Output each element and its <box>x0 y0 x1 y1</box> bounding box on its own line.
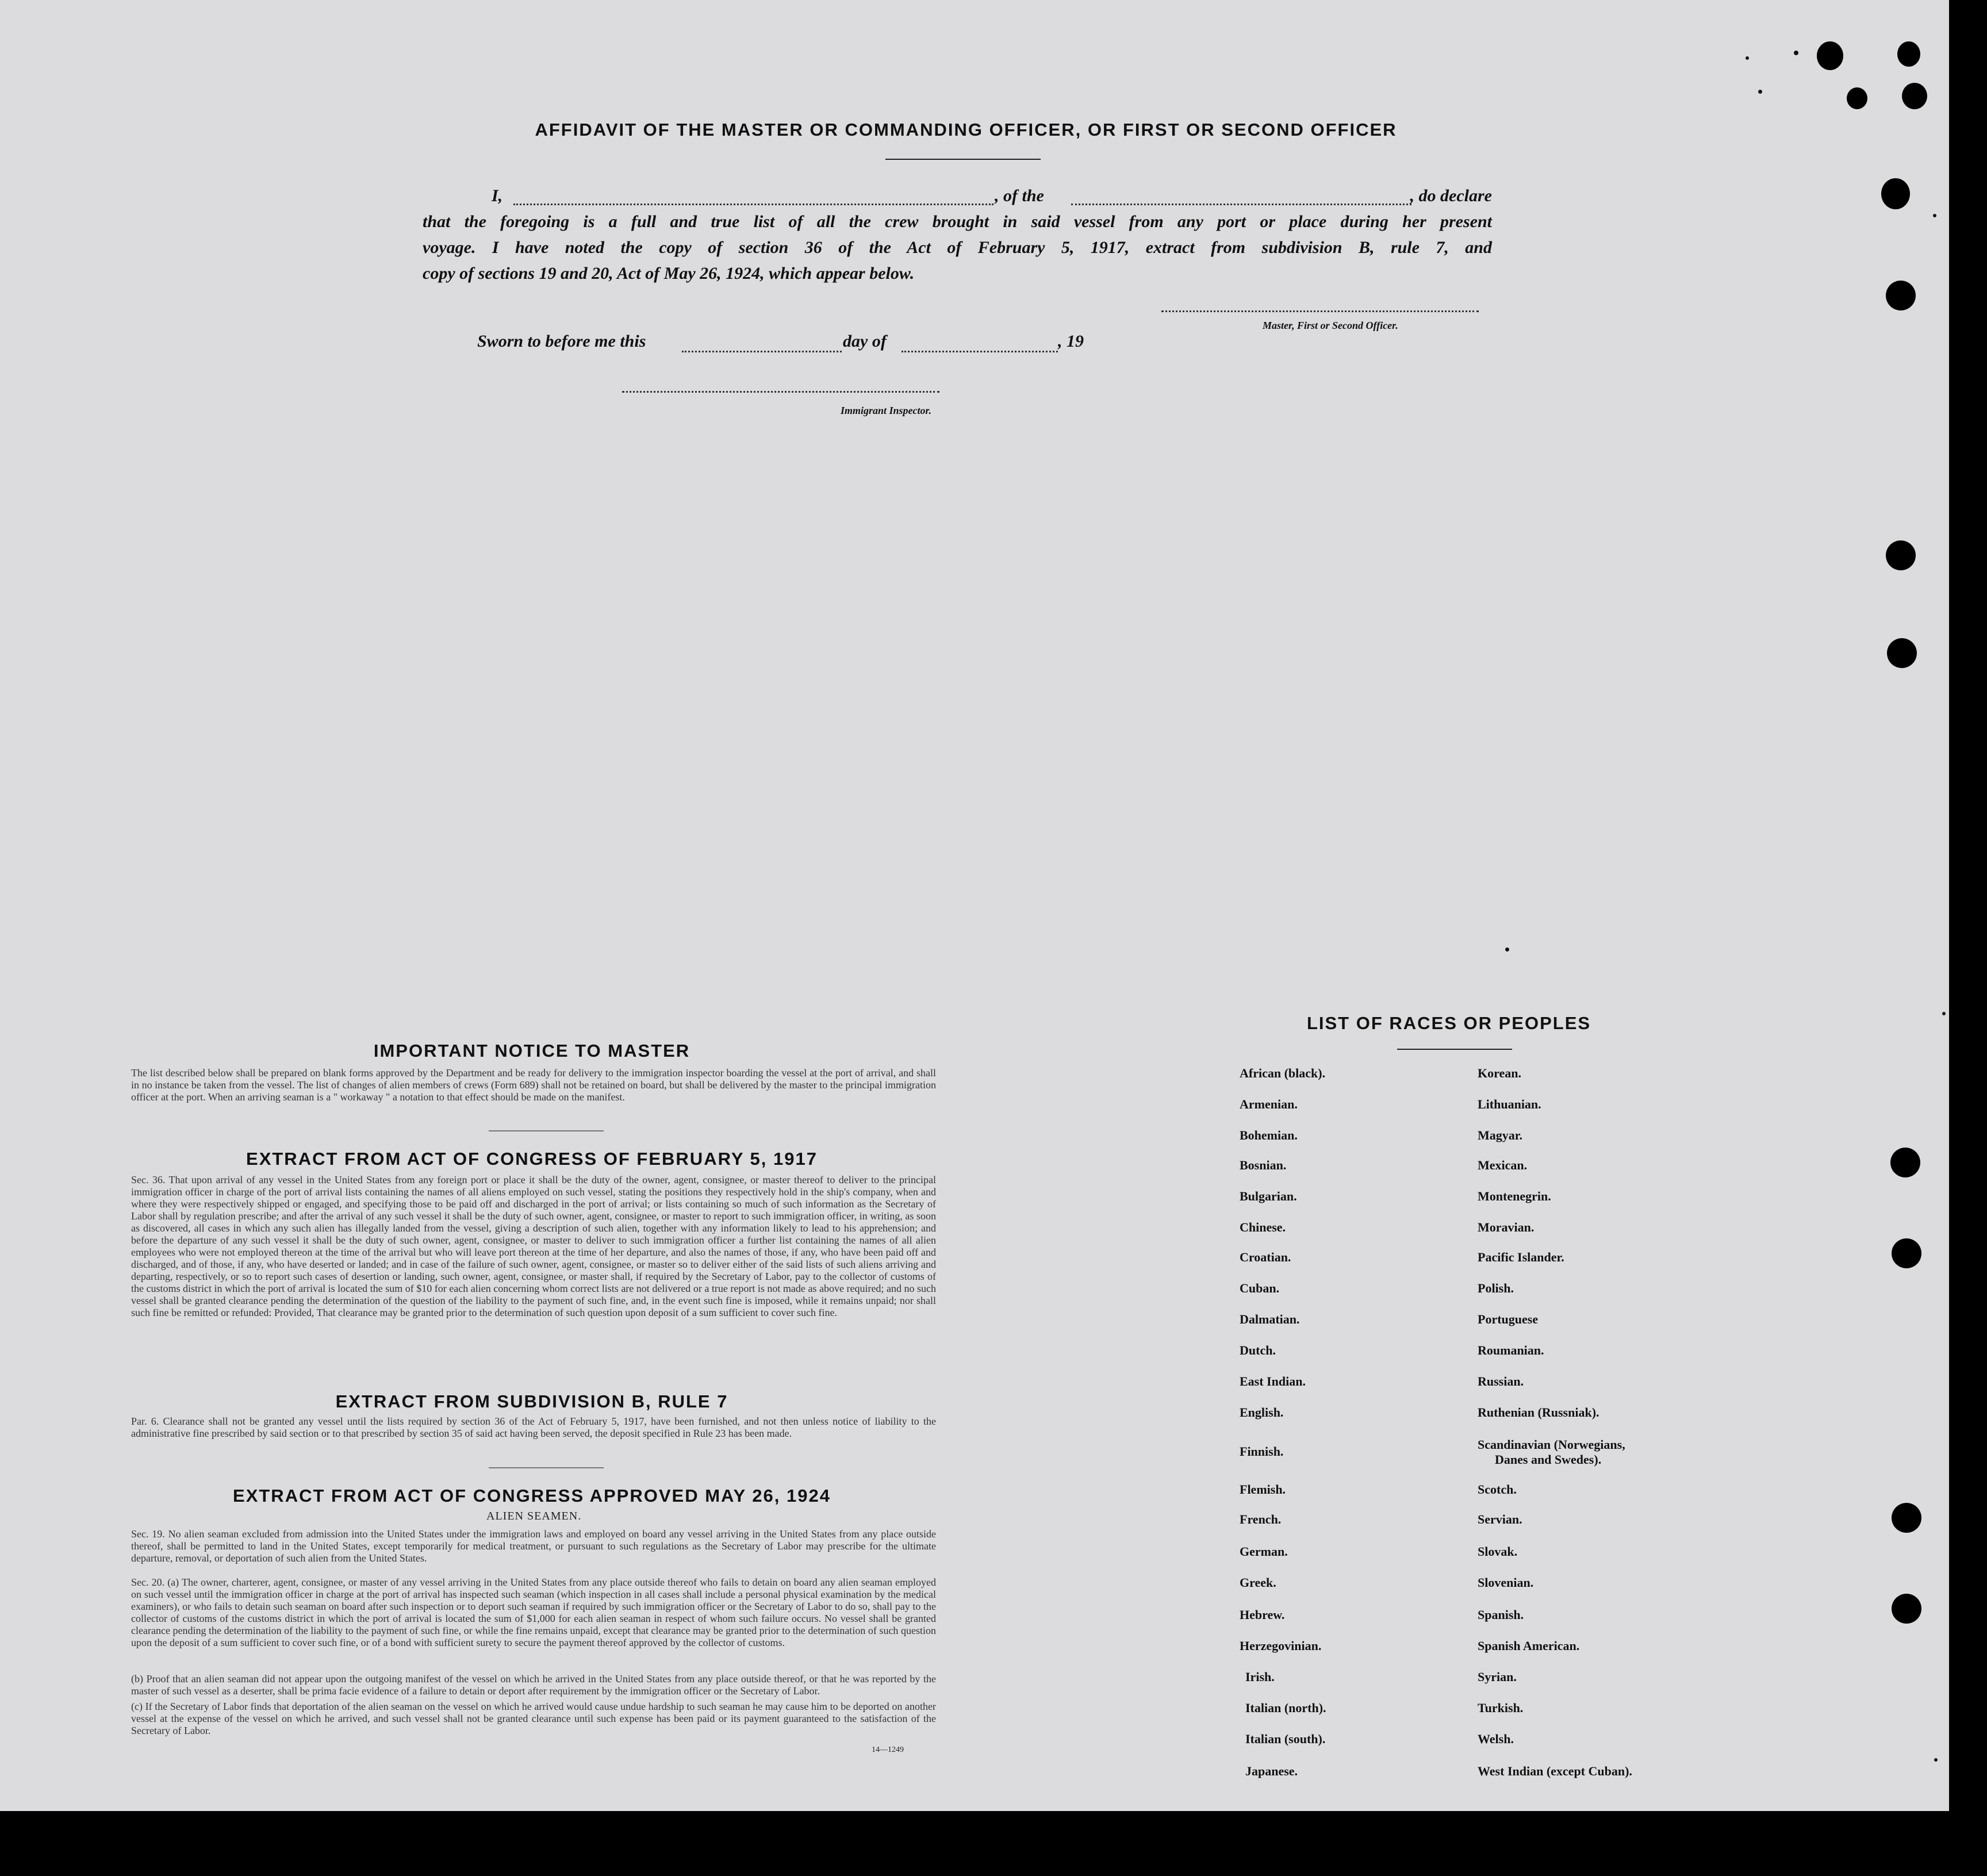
vessel-blank <box>1071 204 1411 205</box>
form-number: 14—1249 <box>872 1745 904 1754</box>
binder-hole <box>1886 281 1916 310</box>
month-blank <box>902 351 1058 352</box>
race-item: Magyar. <box>1478 1128 1523 1142</box>
affidavit-line3: voyage. I have noted the copy of section 36 of the Act of February 5, 1917, extract from subdivision B, rule 7, and <box>423 238 1492 257</box>
speck <box>1942 1012 1946 1015</box>
race-item: French. <box>1240 1512 1282 1526</box>
binder-hole <box>1892 1503 1921 1533</box>
race-item: East Indian. <box>1240 1374 1306 1388</box>
speck <box>1505 947 1509 952</box>
speck <box>1794 51 1798 55</box>
speck <box>1758 90 1762 94</box>
extract-1917-title: EXTRACT FROM ACT OF CONGRESS OF FEBRUARY 5, 1917 <box>246 1149 818 1169</box>
race-item: Herzegovinian. <box>1240 1639 1322 1653</box>
race-item: English. <box>1240 1405 1284 1420</box>
race-item: Turkish. <box>1478 1701 1524 1715</box>
race-item: Syrian. <box>1478 1670 1517 1684</box>
race-item: Finnish. <box>1240 1444 1284 1459</box>
extract-1924-sec20b: (b) Proof that an alien seaman did not appear upon the outgoing manifest of the vessel on which he arrived in the United States from any place outside thereof, or that he was reported by the master of such vessel as a deserter, shall be prima facie evidence of a failure to detain or deport after requirement by the immigration officer or the Secretary of Labor. <box>131 1673 936 1697</box>
race-item: Slovak. <box>1478 1544 1518 1559</box>
extract-rule7-text: Par. 6. Clearance shall not be granted any vessel until the lists required by section 36 of the Act of February 5, 1917, have been furnished, and not then unless notice of liability to the administrative fine prescribed by said section or to that prescribed by section 35 of said act having been served, the deposit specified in Rule 23 has been made. <box>131 1415 936 1439</box>
race-item: Hebrew. <box>1240 1608 1285 1622</box>
section-rule <box>489 1467 604 1468</box>
race-item: Moravian. <box>1478 1220 1535 1234</box>
name-blank <box>513 204 994 205</box>
race-item: Italian (south). <box>1245 1732 1326 1746</box>
sworn-text: Sworn to before me this <box>477 332 646 351</box>
day-blank <box>682 351 842 352</box>
affidavit-line2: that the foregoing is a full and true list of all the crew brought in said vessel from any port or place during her present <box>423 212 1492 231</box>
speck <box>1934 1758 1938 1762</box>
race-item: Cuban. <box>1240 1281 1280 1295</box>
race-item: Italian (north). <box>1245 1701 1326 1715</box>
race-item: Russian. <box>1478 1374 1524 1388</box>
binder-hole <box>1881 178 1910 209</box>
race-item: Servian. <box>1478 1512 1522 1526</box>
sworn-line <box>477 332 1098 358</box>
extract-1917-text: Sec. 36. That upon arrival of any vessel in the United States from any foreign port or place it shall be the duty of the owner, agent, consignee, or master thereof to deliver to the principal immigration officer in charge of the port of arrival lists containing the names of all aliens employed on such vessel, stating the positions they respectively hold in the ship's company, when and where they were respectively shipped or engaged, and specifying those to be paid off and discharged in the port of arrival; or lists containing so much of such information as the Secretary of Labor shall by regulation prescribe; and after the arrival of any such vessel it shall be the duty of such owner, agent, consignee, or master to report to such immigration officer, in writing, as soon as discovered, all cases in which any such alien has illegally landed from the vessel, giving a description of such alien, together with any information likely to lead to his apprehension; and before the departure of any such vessel it shall be the duty of such owner, agent, consignee, or master to deliver to such immigration officer a further list containing the names of all alien employees who were not employed thereon at the time of the arrival but who will leave port thereon at the time of her departure, and also the names of those, if any, who have been paid off and discharged, and of those, if any, who have deserted or landed; and in case of the failure of such owner, agent, consignee, or master so to deliver either of the said lists of such aliens arriving and departing, respectively, or so to report such cases of desertion or landing, such owner, agent, consignee, or master shall, if required by the Secretary of Labor, pay to the collector of customs of the customs district in which the port of arrival is located the sum of $10 for each alien concerning whom correct lists are not delivered or a true report is not made as above required; and no such vessel shall be granted clearance pending the determination of the question of the liability to the payment of such fine, and, in the event such fine is imposed, while it remains unpaid; nor shall such fine be remitted or refunded: Provided, That clearance may be granted prior to the determination of such question upon deposit of a sum sufficient to cover such fine. <box>131 1174 936 1318</box>
race-item: Montenegrin. <box>1478 1189 1551 1203</box>
affidavit-line1-end: , do declare <box>1410 186 1492 205</box>
section-rule <box>489 1130 604 1131</box>
affidavit-title: AFFIDAVIT OF THE MASTER OR COMMANDING OFFICER, OR FIRST OR SECOND OFFICER <box>535 120 1397 140</box>
races-rule <box>1397 1049 1512 1050</box>
race-item: Bulgarian. <box>1240 1189 1297 1203</box>
inspector-line <box>622 391 939 393</box>
binder-hole <box>1847 87 1867 109</box>
race-item: Welsh. <box>1478 1732 1514 1746</box>
race-item: Irish. <box>1245 1670 1275 1684</box>
race-item: Portuguese <box>1478 1312 1539 1326</box>
affidavit-line1-mid: , of the <box>995 186 1044 205</box>
race-item: Spanish. <box>1478 1608 1524 1622</box>
year-text: , 19 <box>1058 332 1084 351</box>
title-rule <box>885 159 1041 160</box>
race-item: Armenian. <box>1240 1097 1298 1111</box>
race-item: Dutch. <box>1240 1343 1276 1357</box>
race-item: Bosnian. <box>1240 1158 1287 1172</box>
race-item: Croatian. <box>1240 1250 1291 1264</box>
race-item: Flemish. <box>1240 1482 1286 1497</box>
race-item: Ruthenian (Russniak). <box>1478 1405 1599 1420</box>
speck <box>1746 56 1749 60</box>
speck <box>1933 214 1936 217</box>
binder-hole <box>1887 638 1917 668</box>
races-title: LIST OF RACES OR PEOPLES <box>1306 1013 1591 1033</box>
signature-line <box>1161 310 1479 312</box>
race-item: Roumanian. <box>1478 1343 1544 1357</box>
race-item: Danes and Swedes). <box>1495 1452 1602 1467</box>
binder-hole <box>1897 41 1920 67</box>
day-of-text: day of <box>843 332 887 351</box>
extract-1924-subtitle: ALIEN SEAMEN. <box>486 1510 582 1522</box>
race-item: Scandinavian (Norwegians, <box>1478 1437 1625 1452</box>
inspector-label: Immigrant Inspector. <box>841 405 932 416</box>
binder-hole <box>1890 1148 1920 1177</box>
notice-text: The list described below shall be prepared on blank forms approved by the Department and be ready for delivery to the immigration inspector boarding the vessel at the port of arrival, and shall in no instance be taken from the vessel. The list of changes of alien members of crews (Form 689) shall not be retained on board, but shall be delivered by the master to the principal immigration officer at the port. When an arriving seaman is a " workaway " a notation to that effect should be made on the manifest. <box>131 1067 936 1103</box>
race-item: West Indian (except Cuban). <box>1478 1764 1632 1778</box>
race-item: Spanish American. <box>1478 1639 1580 1653</box>
race-item: Pacific Islander. <box>1478 1250 1564 1264</box>
affidavit-line1-start: I, <box>492 186 503 205</box>
notice-title: IMPORTANT NOTICE TO MASTER <box>373 1041 691 1061</box>
binder-hole <box>1902 83 1927 109</box>
race-item: Bohemian. <box>1240 1128 1298 1142</box>
race-item: Slovenian. <box>1478 1575 1534 1590</box>
race-item: Dalmatian. <box>1240 1312 1300 1326</box>
extract-rule7-title: EXTRACT FROM SUBDIVISION B, RULE 7 <box>335 1391 728 1411</box>
race-item: Korean. <box>1478 1066 1521 1080</box>
extract-1924-title: EXTRACT FROM ACT OF CONGRESS APPROVED MAY 26, 1924 <box>233 1486 831 1506</box>
race-item: Japanese. <box>1245 1764 1298 1778</box>
race-item: German. <box>1240 1544 1288 1559</box>
extract-1924-sec20a: Sec. 20. (a) The owner, charterer, agent, consignee, or master of any vessel arriving in the United States from any place outside thereof who fails to detain on board any alien seaman employed on such vessel until the immigration officer in charge at the port of arrival has inspected such seaman (which inspection in all cases shall include a personal physical examination by the medical examiners), or who fails to detain such seaman on board after such inspection or to deport such seaman if required by such immigration officer or the Secretary of Labor to do so, shall pay to the collector of customs of the customs district in which the port of arrival is located the sum of $1,000 for each alien seaman in respect of whom such failure occurs. No vessel shall be granted clearance pending the determination of the liability to the payment of such fine, or while the fine remains unpaid, except that clearance may be granted prior to the determination of such question upon the deposit of a sum sufficient to cover such fine, or of a bond with sufficient surety to secure the payment thereof approved by the collector of customs. <box>131 1576 936 1648</box>
affidavit-text <box>423 183 1492 286</box>
race-item: Polish. <box>1478 1281 1514 1295</box>
race-item: Greek. <box>1240 1575 1276 1590</box>
binder-hole <box>1817 41 1843 70</box>
extract-1924-sec19: Sec. 19. No alien seaman excluded from admission into the United States under the immigration laws and employed on board any vessel arriving in the United States from any place outside thereof, shall be permitted to land in the United States, except temporarily for medical treatment, or pursuant to such regulations as the Secretary of Labor may prescribe for the ultimate departure, removal, or deportation of such alien from the United States. <box>131 1528 936 1564</box>
race-item: African (black). <box>1240 1066 1326 1080</box>
race-item: Chinese. <box>1240 1220 1286 1234</box>
race-item: Scotch. <box>1478 1482 1517 1497</box>
affidavit-line4: copy of sections 19 and 20, Act of May 26, 1924, which appear below. <box>423 264 915 283</box>
binder-hole <box>1892 1594 1921 1624</box>
binder-hole <box>1892 1238 1921 1268</box>
extract-1924-sec20c: (c) If the Secretary of Labor finds that deportation of the alien seaman on the vessel on which he arrived would cause undue hardship to such seaman he may cause him to be deported on another vessel at the expense of the vessel on which he arrived, and such vessel shall not be granted clearance until such expense has been paid or its payment guaranteed to the satisfaction of the Secretary of Labor. <box>131 1701 936 1736</box>
race-item: Mexican. <box>1478 1158 1528 1172</box>
race-item: Lithuanian. <box>1478 1097 1541 1111</box>
signature-label: Master, First or Second Officer. <box>1263 320 1398 331</box>
binder-hole <box>1886 540 1916 570</box>
